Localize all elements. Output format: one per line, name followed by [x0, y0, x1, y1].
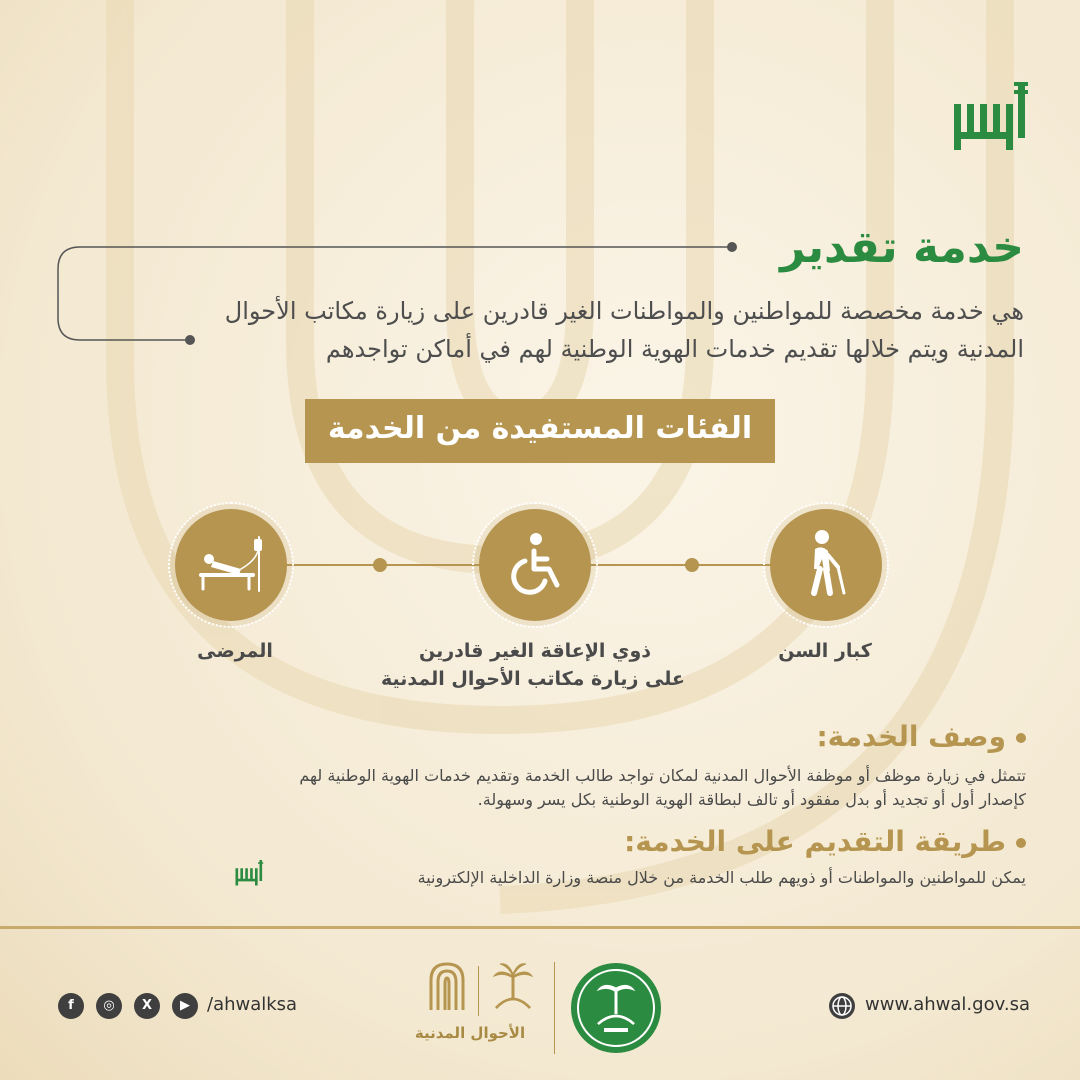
civil-affairs-label: الأحوال المدنية: [414, 1024, 526, 1042]
category-label-line: على زيارة مكاتب الأحوال المدنية: [380, 668, 685, 690]
bullet-icon: [1016, 838, 1026, 848]
intro-line: المدنية ويتم خلالها تقديم خدمات الهوية الوطنية لهم في أماكن تواجدهم: [325, 335, 1024, 363]
apply-body: يمكن للمواطنين والمواطنات أو ذويهم طلب الخدمة من خلال منصة وزارة الداخلية الإلكترونية: [417, 868, 1026, 887]
youtube-icon[interactable]: ▶: [172, 993, 198, 1019]
category-label: كبار السن: [778, 640, 872, 662]
page-title: خدمة تقدير: [780, 222, 1024, 273]
absher-small-icon: [234, 860, 264, 890]
categories-header: الفئات المستفيدة من الخدمة: [305, 399, 775, 463]
civil-affairs-fingerprint-icon: [425, 960, 469, 1020]
logo-divider: [478, 966, 479, 1016]
description-title: [816, 720, 1026, 753]
category-elderly: [770, 509, 882, 621]
apply-title-text: طريقة التقديم على الخدمة:: [624, 825, 1006, 858]
footer-separator: [0, 926, 1080, 929]
elderly-icon: [770, 509, 882, 621]
x-icon[interactable]: X: [134, 993, 160, 1019]
description-title-text: وصف الخدمة:: [816, 720, 1006, 753]
category-label: المرضى: [197, 640, 273, 662]
category-patients: [175, 509, 287, 621]
intro-line: هي خدمة مخصصة للمواطنين والمواطنات الغير قادرين على زيارة مكاتب الأحوال: [224, 297, 1024, 325]
patient-bed-icon: [175, 509, 287, 621]
category-label-line: ذوي الإعاقة الغير قادرين: [419, 640, 651, 662]
wheelchair-icon: [479, 509, 591, 621]
ministry-emblem-icon: [570, 962, 662, 1054]
website-link[interactable]: www.ahwal.gov.sa: [865, 994, 1030, 1015]
apply-title: [624, 825, 1026, 858]
category-disability: [479, 509, 591, 621]
category-label: [380, 637, 685, 693]
logo-divider: [554, 962, 555, 1054]
bullet-icon: [1016, 733, 1026, 743]
palm-swords-icon: [488, 960, 538, 1016]
description-line: كإصدار أول أو تجديد أو بدل مفقود أو تالف لبطاقة الهوية الوطنية بكل يسر وسهولة.: [477, 790, 1026, 809]
facebook-icon[interactable]: f: [58, 993, 84, 1019]
social-handle[interactable]: /ahwalksa: [207, 994, 298, 1015]
description-body: [0, 764, 1026, 812]
description-line: تتمثل في زيارة موظف أو موظفة الأحوال المدنية لمكان تواجد طالب الخدمة وتقديم خدمات الهوية الوطنية لهم: [299, 766, 1026, 785]
globe-icon: [828, 992, 856, 1020]
instagram-icon[interactable]: ◎: [96, 993, 122, 1019]
